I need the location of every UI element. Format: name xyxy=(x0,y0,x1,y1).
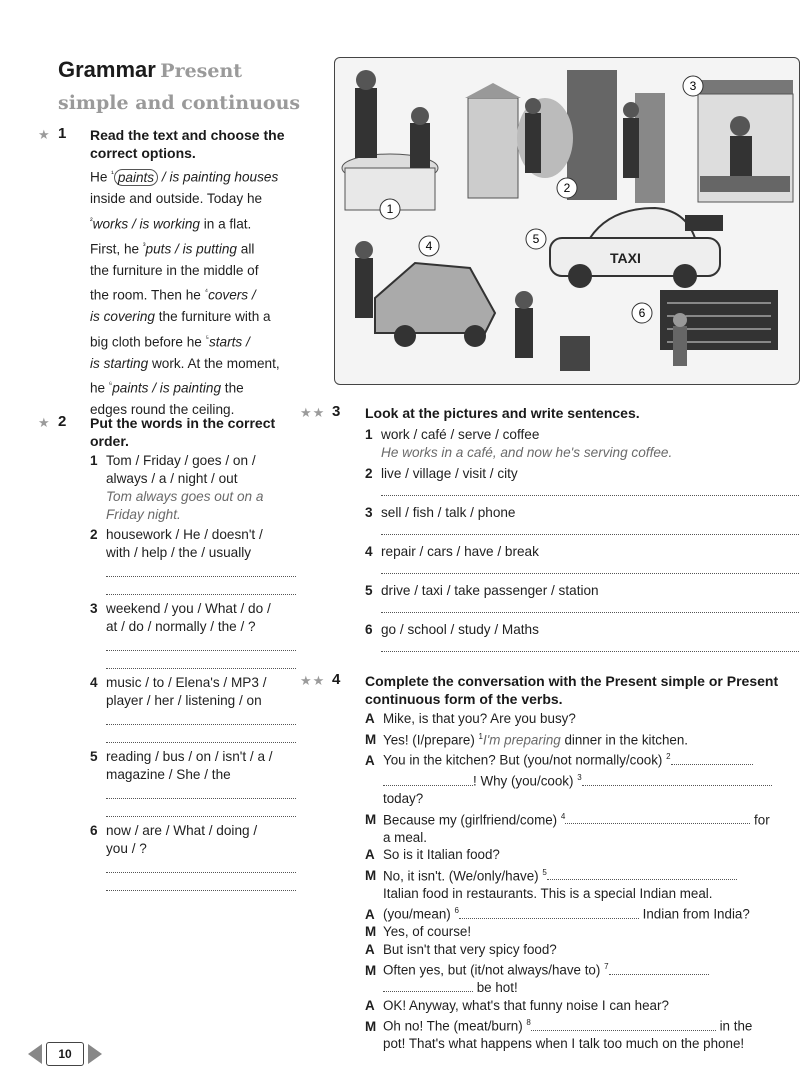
answer-line[interactable] xyxy=(106,742,296,743)
picture-number-1 xyxy=(380,199,400,219)
gap-7-cont[interactable] xyxy=(383,981,473,992)
picture-number-2 xyxy=(557,178,577,198)
ex3-item-3: 3 sell / fish / talk / phone xyxy=(365,505,516,520)
answer-line[interactable] xyxy=(381,651,799,652)
svg-text:4: 4 xyxy=(425,239,433,253)
answer-line[interactable] xyxy=(106,594,296,595)
ex2-item-4: 4 music / to / Elena's / MP3 / player / her / listening / on xyxy=(90,675,267,708)
answer-line[interactable] xyxy=(106,798,296,799)
picture-number-4 xyxy=(419,236,439,256)
gap-5[interactable] xyxy=(547,869,737,880)
ex2-item-2: 2 housework / He / doesn't / with / help / the / usually xyxy=(90,527,263,560)
ex3-item-4: 4 repair / cars / have / break xyxy=(365,544,539,559)
svg-text:1: 1 xyxy=(386,202,394,216)
ex2-item-3: 3 weekend / you / What / do / at / do / normally / the / ? xyxy=(90,601,271,634)
gap-8[interactable] xyxy=(531,1020,716,1031)
illustration-panel xyxy=(334,57,800,385)
gap-2[interactable] xyxy=(671,754,753,765)
ex2-number: 2 xyxy=(58,413,67,430)
answer-line[interactable] xyxy=(106,668,296,669)
ex3-number: 3 xyxy=(332,403,341,420)
ex2-item-6: 6 now / are / What / doing / you / ? xyxy=(90,823,258,856)
gap-7[interactable] xyxy=(609,964,709,975)
picture-number-5 xyxy=(526,229,546,249)
ex3-item-5: 5 drive / taxi / take passenger / station xyxy=(365,583,599,598)
taxi-scene xyxy=(550,208,723,288)
answer-line[interactable] xyxy=(106,576,296,577)
page-title: Grammar Present simple and continuous xyxy=(58,57,301,114)
ex1-text: He $^{^1}$ paints / is painting houses inside and outside. Today he $^{^2}$works / is working in a flat. First, he $^{^3}$puts / is putting all the furniture in the middle of the room. Then he $^{^4}$covers / is covering the furniture with a big cloth before he $^{^5}$starts / is starting work. At the moment, he $^{^6}$paints / is painting the edges round the ceiling. xyxy=(90,169,280,418)
taxi-sign: TAXI xyxy=(610,250,641,266)
circled-answer: paints xyxy=(114,169,158,186)
ex3-stars: ★★ xyxy=(300,405,326,420)
answer-line[interactable] xyxy=(106,872,296,873)
answer-line[interactable] xyxy=(381,573,799,574)
svg-text:6: 6 xyxy=(638,306,646,320)
classroom-scene xyxy=(660,290,778,366)
ex3-item-1: 1 work / café / serve / coffee He works in a café, and now he's serving coffee. xyxy=(365,427,673,460)
answer-line[interactable] xyxy=(381,534,799,535)
ex4-instruction: Complete the conversation with the Present simple or Present continuous form of the verbs. xyxy=(365,673,779,707)
ex1-instruction: Read the text and choose the correct options. xyxy=(90,127,285,161)
illustration xyxy=(335,58,799,384)
picture-number-3 xyxy=(683,76,703,96)
svg-text:5: 5 xyxy=(532,232,540,246)
gap-6[interactable] xyxy=(459,908,639,919)
page-number: 10 xyxy=(46,1042,84,1066)
ex3-instruction: Look at the pictures and write sentences. xyxy=(365,405,640,421)
cafe-scene xyxy=(342,70,438,210)
prev-page-arrow-icon[interactable] xyxy=(26,1042,44,1066)
answer-line[interactable] xyxy=(381,612,799,613)
ex4-number: 4 xyxy=(332,671,341,688)
ex4-stars: ★★ xyxy=(300,673,326,688)
answer-line[interactable] xyxy=(106,724,296,725)
ex2-instruction: Put the words in the correct order. xyxy=(90,415,276,449)
answer-line[interactable] xyxy=(381,495,799,496)
ex2-item-1: 1 Tom / Friday / goes / on / always / a / night / out Tom always goes out on a Friday night. xyxy=(90,453,264,522)
fish-stall-scene xyxy=(698,80,793,202)
ex3-item-6: 6 go / school / study / Maths xyxy=(365,622,539,637)
ex4-conversation: A Mike, is that you? Are you busy? M Yes! (I/prepare) $^1$I'm preparing dinner in the kitchen. A You in the kitchen? But (you/not normally/cook) $^2$ ! Why (you/cook) $^3$ today? M Because my (girlfriend/come) $^4$ for a meal. A So is it Italian food? M No, it isn't. (We/only/have) $^5$ Italian food in restaurants. This is a special Indian meal. A (you/mean) $^6$ Indian from India? M Yes, of course! A But isn't that very spicy food? M Often yes, but (it/not always/have to) $^7$ be hot! A OK! Anyway, what's that funny noise I can hear? M Oh no! The (meat/burn) $^8$ in the pot! That's what happens when I talk too much on the phone! xyxy=(365,711,770,1052)
picture-number-6 xyxy=(632,303,652,323)
ex2-item-5: 5 reading / bus / on / isn't / a / magazine / She / the xyxy=(90,749,273,782)
ex3-item-2: 2 live / village / visit / city xyxy=(365,466,518,481)
gap-4[interactable] xyxy=(565,813,750,824)
svg-text:2: 2 xyxy=(563,181,571,195)
svg-text:3: 3 xyxy=(689,79,697,93)
ex1-stars: ★ xyxy=(38,127,51,142)
gap-3[interactable] xyxy=(582,775,772,786)
next-page-arrow-icon[interactable] xyxy=(86,1042,104,1066)
ex1-number: 1 xyxy=(58,125,67,142)
gap-2-cont[interactable] xyxy=(383,775,473,786)
ex2-stars: ★ xyxy=(38,415,51,430)
answer-line[interactable] xyxy=(106,650,296,651)
answer-line[interactable] xyxy=(106,890,296,891)
answer-line[interactable] xyxy=(106,816,296,817)
